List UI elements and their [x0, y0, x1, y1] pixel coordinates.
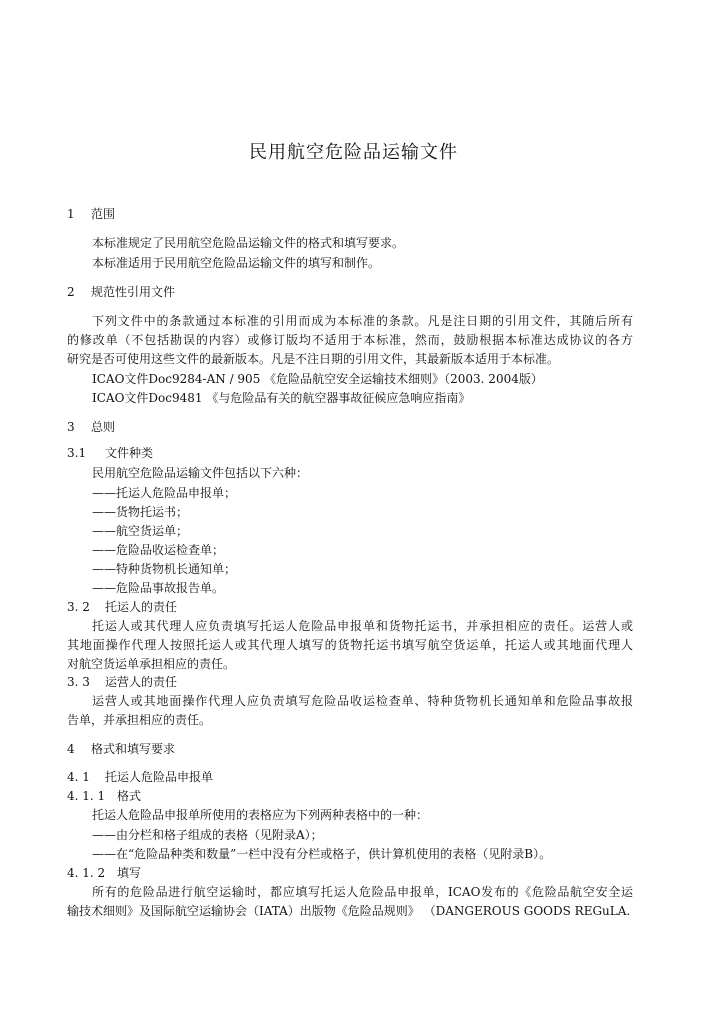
subsection-number: 3.1 [67, 446, 87, 460]
subsection-3-3-heading [67, 675, 177, 690]
subsection-4-1-2-heading [67, 866, 141, 881]
subsection-number: 4. 1. 1 [67, 789, 106, 803]
document-title: 民用航空危险品运输文件 [249, 142, 458, 163]
subsection-title: 填写 [117, 866, 142, 880]
paragraph: 民用航空危险品运输文件包括以下六种： [92, 466, 309, 480]
section-1-heading [67, 207, 115, 222]
list-item: ——货物托运书； [92, 505, 189, 519]
paragraph-line: 运营人或其地面操作代理人应负责填写危险品收运检查单、特种货物机长通知单和危险品事故报 [92, 694, 633, 708]
list-item: ——由分栏和格子组成的表格（见附录A）； [92, 828, 323, 842]
list-item: ——危险品收运检查单； [92, 543, 225, 557]
paragraph-line: 的修改单（不包括勘误的内容）或修订版均不适用于本标准，然而，鼓励根据本标准达成协议的各方 [67, 333, 633, 347]
section-title: 规范性引用文件 [91, 285, 176, 299]
section-number: 1 [67, 207, 75, 221]
section-3-heading [67, 420, 115, 435]
subsection-number: 3. 2 [67, 600, 90, 614]
paragraph-line: 研究是否可使用这些文件的最新版本。凡是不注日期的引用文件，其最新版本适用于本标准。 [67, 352, 560, 366]
paragraph-line: 下列文件中的条款通过本标准的引用而成为本标准的条款。凡是注日期的引用文件，其随后所有 [92, 314, 633, 328]
section-number: 3 [67, 420, 75, 434]
subsection-title: 托运人危险品申报单 [105, 770, 214, 784]
list-item: ——航空货运单； [92, 524, 189, 538]
subsection-number: 3. 3 [67, 675, 90, 689]
subsection-4-1-heading [67, 770, 213, 785]
list-item: ——特种货物机长通知单； [92, 562, 237, 576]
section-title: 格式和填写要求 [91, 742, 176, 756]
subsection-title: 托运人的责任 [105, 600, 178, 614]
list-item: ——危险品事故报告单。 [92, 581, 225, 595]
subsection-title: 运营人的责任 [105, 675, 178, 689]
paragraph-line: 对航空货运单承担相应的责任。 [67, 657, 236, 671]
paragraph-line: 输技术细则》及国际航空运输协会（IATA）出版物《危险品规则》 （DANGEROUS GOODS REGuLA. [67, 904, 631, 918]
section-number: 4 [67, 742, 75, 756]
paragraph-line: 托运人或其代理人应负责填写托运人危险品申报单和货物托运书，并承担相应的责任。运营人或 [92, 619, 633, 633]
paragraph-line: 告单，并承担相应的责任。 [67, 713, 212, 727]
paragraph: 本标准适用于民用航空危险品运输文件的填写和制作。 [92, 256, 381, 270]
paragraph-line: 所有的危险品进行航空运输时，都应填写托运人危险品申报单，ICAO发布的《危险品航空安全运 [92, 885, 633, 899]
subsection-number: 4. 1 [67, 770, 90, 784]
reference-item: ICAO文件Doc9284-AN / 905 《危险品航空安全运输技术细则》（2003. 2004版） [92, 372, 543, 386]
section-2-heading [67, 285, 175, 300]
subsection-3-1-heading [67, 446, 153, 461]
list-item: ——托运人危险品申报单； [92, 486, 237, 500]
reference-item: ICAO文件Doc9481 《与危险品有关的航空器事故征候应急响应指南》 [92, 391, 471, 405]
subsection-title: 文件种类 [105, 446, 154, 460]
section-number: 2 [67, 285, 75, 299]
subsection-title: 格式 [117, 789, 142, 803]
list-item: ——在“危险品种类和数量”一栏中没有分栏或格子，供计算机使用的表格（见附录B）。 [92, 847, 552, 861]
section-title: 总则 [91, 420, 116, 434]
subsection-3-2-heading [67, 600, 177, 615]
section-title: 范围 [91, 207, 116, 221]
subsection-4-1-1-heading [67, 789, 141, 804]
subsection-number: 4. 1. 2 [67, 866, 106, 880]
paragraph-line: 其地面操作代理人按照托运人或其代理人填写的货物托运书填写航空货运单，托运人或其地面代理人 [67, 638, 633, 652]
section-4-heading [67, 742, 175, 757]
paragraph: 本标准规定了民用航空危险品运输文件的格式和填写要求。 [92, 236, 405, 250]
paragraph: 托运人危险品申报单所使用的表格应为下列两种表格中的一种： [92, 808, 429, 822]
